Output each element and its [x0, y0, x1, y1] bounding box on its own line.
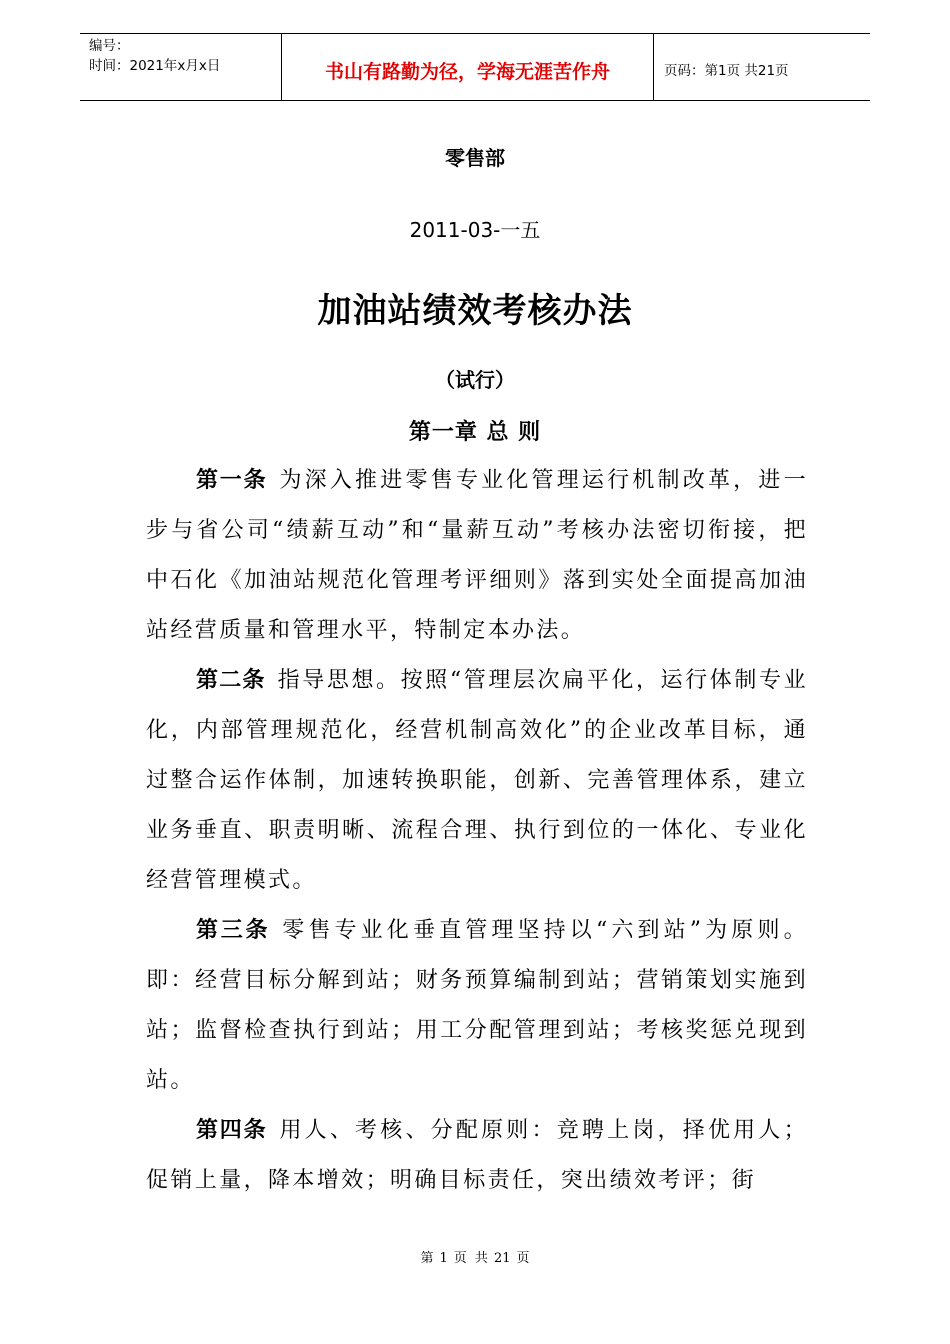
article-1: [146, 456, 808, 656]
footer-middle: 页 共: [453, 1251, 488, 1266]
article-3: [146, 906, 808, 1106]
document-body: [146, 456, 808, 1206]
footer-prefix: 第: [420, 1251, 434, 1266]
article-4: [146, 1106, 808, 1206]
footer-current-page: 1: [439, 1251, 448, 1266]
article-text: 为深入推进零售专业化管理运行机制改革，进一步与省公司“绩薪互动”和“量薪互动”考核办法密切衔接，把中石化《加油站规范化管理考评细则》落到实处全面提高加油站经营质量和管理水平，特制定本办法。: [146, 468, 808, 643]
article-number: 第三条: [196, 918, 271, 943]
motto-text: 书山有路勤为径，学海无涯苦作舟: [324, 60, 610, 83]
page-info-text: 页码：第1页 共21页: [664, 63, 789, 79]
article-2: [146, 656, 808, 906]
page-footer: [0, 1247, 950, 1266]
header-meta: [80, 34, 281, 100]
document-subtitle: （试行）: [435, 368, 515, 392]
document-date: 2011-03-一五: [409, 218, 541, 242]
document-title: 加油站绩效考核办法: [317, 291, 633, 331]
article-number: 第四条: [196, 1118, 268, 1143]
header-motto: [281, 34, 654, 100]
article-number: 第二条: [196, 668, 266, 693]
page-header: [80, 33, 870, 101]
article-text: 指导思想。按照“管理层次扁平化，运行体制专业化，内部管理规范化，经营机制高效化”的企业改革目标，通过整合运作体制，加速转换职能，创新、完善管理体系，建立业务垂直、职责明晰、流程合理、执行到位的一体化、专业化经营管理模式。: [146, 668, 808, 893]
footer-suffix: 页: [516, 1251, 530, 1266]
document-number-label: 编号：: [89, 38, 130, 54]
chapter-heading: 第一章 总 则: [408, 419, 542, 445]
header-page-info: [654, 34, 870, 100]
footer-total-pages: 21: [493, 1251, 511, 1266]
article-text: 零售专业化垂直管理坚持以“六到站”为原则。即：经营目标分解到站；财务预算编制到站；营销策划实施到站；监督检查执行到站；用工分配管理到站；考核奖惩兑现到站。: [146, 918, 808, 1093]
department-name: 零售部: [445, 146, 505, 170]
article-number: 第一条: [196, 468, 268, 493]
article-text: 用人、考核、分配原则：竞聘上岗，择优用人；促销上量，降本增效；明确目标责任，突出绩效考评；街: [146, 1118, 808, 1193]
document-time-label: 时间：2021年x月x日: [89, 58, 221, 74]
